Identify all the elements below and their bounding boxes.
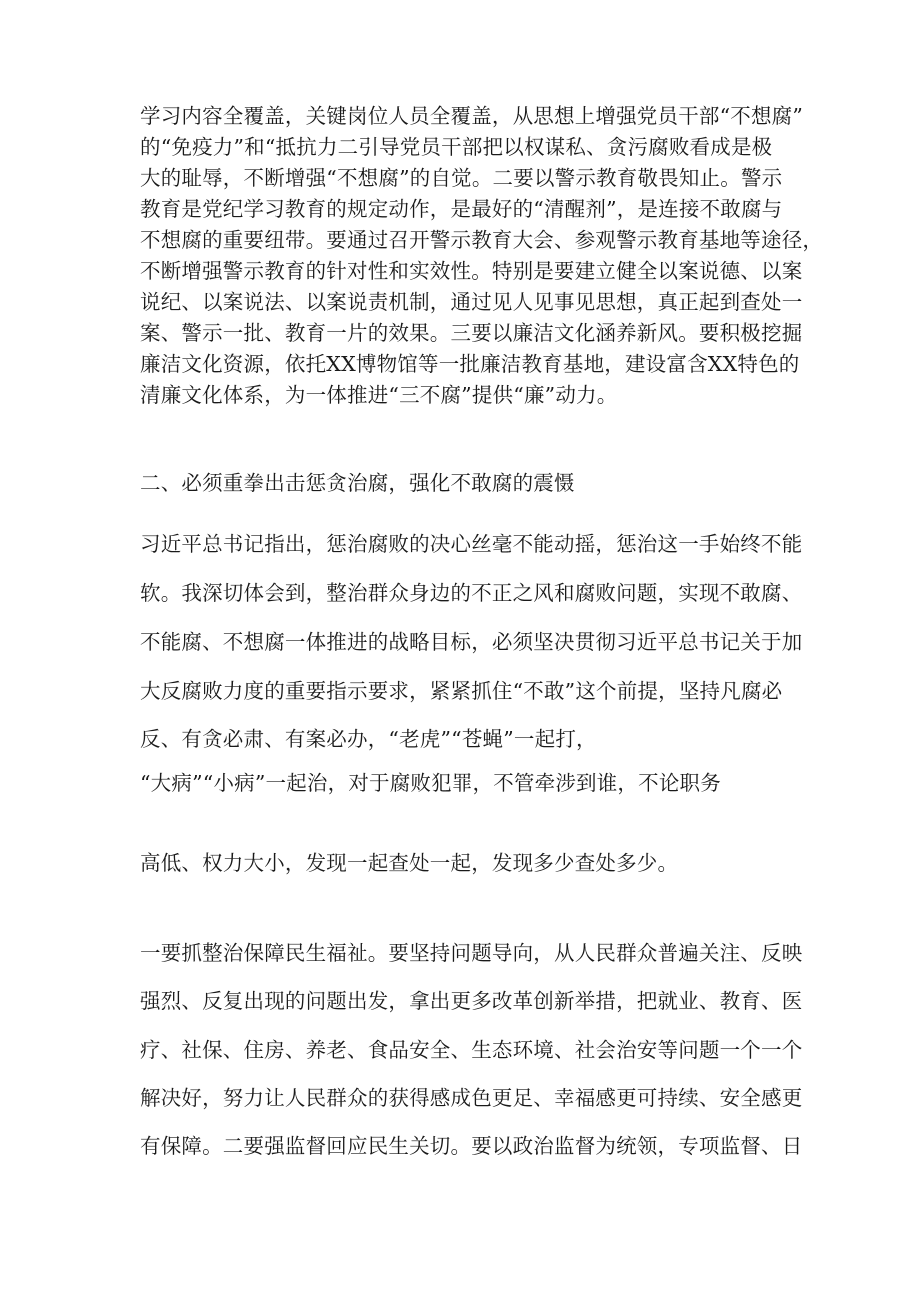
text-line: 有保障。二要强监督回应民生关切。要以政治监督为统领，专项监督、日 [140, 1134, 803, 1158]
text-line: 强烈、反复出现的问题出发，拿出更多改革创新举措，把就业、教育、医 [140, 989, 803, 1013]
text-line: 软。我深切体会到，整治群众身边的不正之风和腐败问题，实现不敢腐、 [140, 581, 803, 605]
text-line: 教育是党纪学习教育的规定动作，是最好的“清醒剂”，是连接不敢腐与 [140, 197, 783, 221]
text-line: 案、警示一批、教育一片的效果。三要以廉洁文化涵养新风。要积极挖掘 [140, 321, 803, 345]
text-line: 高低、权力大小，发现一起查处一起，发现多少查处多少。 [140, 851, 679, 875]
text-line: 不想腐的重要纽带。要通过召开警示教育大会、参观警示教育基地等途径， [140, 228, 824, 252]
text-line: 说纪、以案说法、以案说责机制，通过见人见事见思想，真正起到查处一 [140, 290, 803, 314]
text-line: “大病”“小病”一起治，对于腐败犯罪，不管牵涉到谁，不论职务 [140, 771, 721, 795]
text-line: 习近平总书记指出，惩治腐败的决心丝毫不能动摇，惩治这一手始终不能 [140, 532, 803, 556]
text-line: 解决好，努力让人民群众的获得感成色更足、幸福感更可持续、安全感更 [140, 1086, 803, 1110]
text-line: 不断增强警示教育的针对性和实效性。特别是要建立健全以案说德、以案 [140, 259, 803, 283]
text-line: 清廉文化体系，为一体推进“三不腐”提供“廉”动力。 [140, 383, 618, 407]
text-line: 廉洁文化资源，依托XX博物馆等一批廉洁教育基地，建设富含XX特色的 [140, 352, 800, 376]
text-line: 大的耻辱，不断增强“不想腐”的自觉。二要以警示教育敬畏知止。警示 [140, 166, 783, 190]
text-line: 反、有贪必肃、有案必办，“老虎”“苍蝇”一起打， [140, 727, 597, 751]
text-line: 一要抓整治保障民生福祉。要坚持问题导向，从人民群众普遍关注、反映 [140, 941, 803, 965]
text-line: 大反腐败力度的重要指示要求，紧紧抓住“不敢”这个前提，坚持凡腐必 [140, 679, 783, 703]
text-line: 学习内容全覆盖，关键岗位人员全覆盖，从思想上增强党员干部“不想腐” [140, 104, 804, 128]
text-line: 疗、社保、住房、养老、食品安全、生态环境、社会治安等问题一个一个 [140, 1038, 803, 1062]
section-heading: 二、必须重拳出击惩贪治腐，强化不敢腐的震慑 [140, 471, 575, 495]
text-line: 的“免疫力”和“抵抗力二引导党员干部把以权谋私、贪污腐败看成是极 [140, 135, 773, 159]
text-line: 不能腐、不想腐一体推进的战略目标，必须坚决贯彻习近平总书记关于加 [140, 630, 803, 654]
